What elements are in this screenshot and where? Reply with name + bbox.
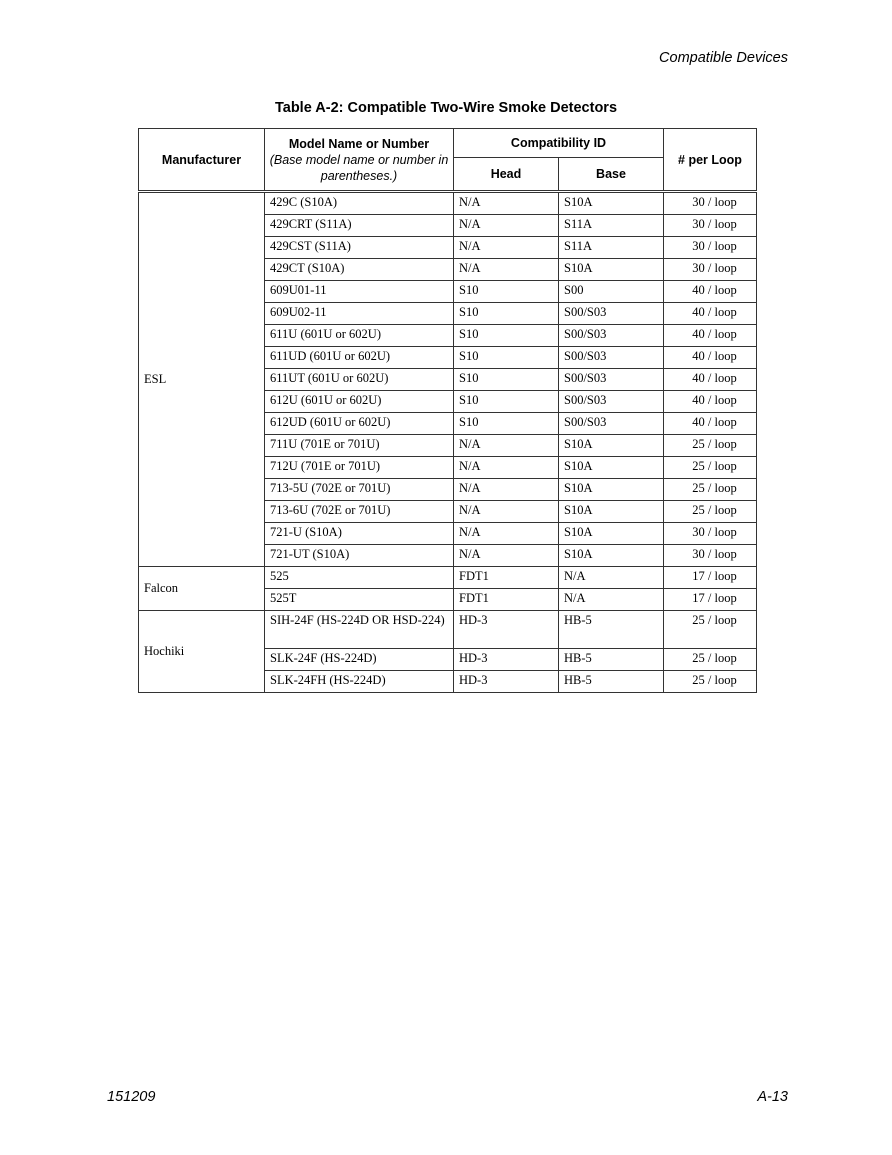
head-id-cell: S10 [454,391,559,413]
base-id-cell: S10A [559,501,664,523]
model-cell: 612U (601U or 602U) [265,391,454,413]
head-id-cell: FDT1 [454,589,559,611]
per-loop-cell: 25 / loop [664,671,757,693]
base-id-cell: S10A [559,457,664,479]
table-row [139,611,757,649]
head-id-cell: S10 [454,281,559,303]
base-id-cell: N/A [559,589,664,611]
per-loop-cell: 30 / loop [664,259,757,281]
per-loop-cell: 25 / loop [664,501,757,523]
per-loop-cell: 40 / loop [664,347,757,369]
base-id-cell: S10A [559,479,664,501]
model-cell: 429CST (S11A) [265,237,454,259]
base-id-cell: HB-5 [559,649,664,671]
head-id-cell: S10 [454,369,559,391]
model-cell: 525T [265,589,454,611]
model-cell: SIH-24F (HS-224D OR HSD-224) [265,611,454,649]
model-cell: 612UD (601U or 602U) [265,413,454,435]
running-head: Compatible Devices [659,50,788,66]
manufacturer-cell: ESL [139,192,265,567]
head-id-cell: HD-3 [454,649,559,671]
head-id-cell: S10 [454,347,559,369]
per-loop-cell: 40 / loop [664,325,757,347]
base-id-cell: S10A [559,545,664,567]
base-id-cell: S10A [559,259,664,281]
table-body [139,192,757,693]
base-id-cell: S00/S03 [559,303,664,325]
base-id-cell: HB-5 [559,671,664,693]
header-model [265,129,454,192]
footer-page-number: A-13 [757,1089,788,1105]
model-cell: 611UT (601U or 602U) [265,369,454,391]
head-id-cell: N/A [454,523,559,545]
model-cell: 721-U (S10A) [265,523,454,545]
head-id-cell: N/A [454,457,559,479]
compatibility-table [138,128,757,693]
header-manufacturer: Manufacturer [139,129,265,192]
header-head: Head [454,158,559,192]
table-row [139,567,757,589]
base-id-cell: HB-5 [559,611,664,649]
header-model-label: Model Name or Number [288,136,430,151]
footer-doc-number: 151209 [107,1089,156,1105]
head-id-cell: N/A [454,237,559,259]
per-loop-cell: 30 / loop [664,523,757,545]
base-id-cell: S00 [559,281,664,303]
base-id-cell: S10A [559,435,664,457]
model-cell: 711U (701E or 701U) [265,435,454,457]
manufacturer-cell: Falcon [139,567,265,611]
head-id-cell: S10 [454,325,559,347]
model-cell: 712U (701E or 701U) [265,457,454,479]
per-loop-cell: 30 / loop [664,215,757,237]
per-loop-cell: 25 / loop [664,611,757,649]
per-loop-cell: 40 / loop [664,413,757,435]
table-row [139,192,757,215]
head-id-cell: S10 [454,413,559,435]
head-id-cell: N/A [454,435,559,457]
head-id-cell: HD-3 [454,671,559,693]
per-loop-cell: 25 / loop [664,457,757,479]
head-id-cell: N/A [454,192,559,215]
per-loop-cell: 17 / loop [664,589,757,611]
model-cell: SLK-24F (HS-224D) [265,649,454,671]
head-id-cell: N/A [454,545,559,567]
base-id-cell: S00/S03 [559,325,664,347]
model-cell: 713-5U (702E or 701U) [265,479,454,501]
per-loop-cell: 30 / loop [664,237,757,259]
per-loop-cell: 40 / loop [664,369,757,391]
per-loop-cell: 25 / loop [664,649,757,671]
head-id-cell: S10 [454,303,559,325]
per-loop-cell: 17 / loop [664,567,757,589]
head-id-cell: N/A [454,215,559,237]
base-id-cell: S10A [559,192,664,215]
header-model-subtitle: (Base model name or number in parentheses.) [269,152,449,183]
header-base: Base [559,158,664,192]
model-cell: 611U (601U or 602U) [265,325,454,347]
model-cell: 609U01-11 [265,281,454,303]
head-id-cell: HD-3 [454,611,559,649]
header-compat-id: Compatibility ID [454,129,664,158]
head-id-cell: N/A [454,259,559,281]
model-cell: 429C (S10A) [265,192,454,215]
head-id-cell: FDT1 [454,567,559,589]
header-per-loop: # per Loop [664,129,757,192]
per-loop-cell: 25 / loop [664,479,757,501]
base-id-cell: S11A [559,215,664,237]
model-cell: 429CRT (S11A) [265,215,454,237]
per-loop-cell: 25 / loop [664,435,757,457]
table-title: Table A-2: Compatible Two-Wire Smoke Detectors [274,100,618,116]
base-id-cell: N/A [559,567,664,589]
head-id-cell: N/A [454,501,559,523]
model-cell: 713-6U (702E or 701U) [265,501,454,523]
base-id-cell: S00/S03 [559,369,664,391]
per-loop-cell: 30 / loop [664,545,757,567]
per-loop-cell: 30 / loop [664,192,757,215]
head-id-cell: N/A [454,479,559,501]
per-loop-cell: 40 / loop [664,391,757,413]
manufacturer-cell: Hochiki [139,611,265,693]
model-cell: 525 [265,567,454,589]
model-cell: 429CT (S10A) [265,259,454,281]
base-id-cell: S00/S03 [559,391,664,413]
model-cell: 721-UT (S10A) [265,545,454,567]
base-id-cell: S11A [559,237,664,259]
per-loop-cell: 40 / loop [664,303,757,325]
base-id-cell: S00/S03 [559,347,664,369]
per-loop-cell: 40 / loop [664,281,757,303]
model-cell: 611UD (601U or 602U) [265,347,454,369]
model-cell: 609U02-11 [265,303,454,325]
base-id-cell: S10A [559,523,664,545]
model-cell: SLK-24FH (HS-224D) [265,671,454,693]
base-id-cell: S00/S03 [559,413,664,435]
